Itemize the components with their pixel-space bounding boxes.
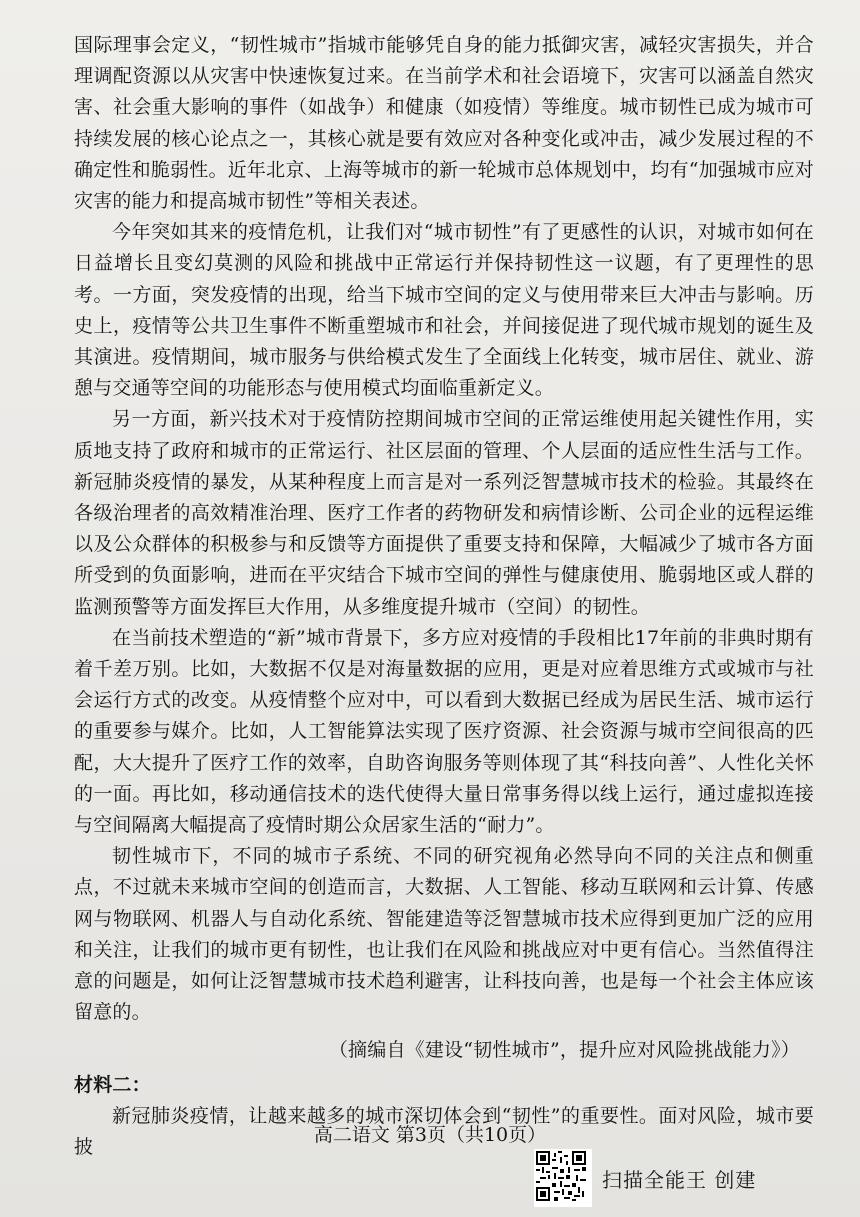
paragraph-4: 在当前技术塑造的“新”城市背景下，多方应对疫情的手段相比17年前的非典时期有着千差万别。比如，大数据不仅是对海量数据的应用，更是对应着思维方式或城市与社会运行方式的改变。从疫情整个应对中，可以看到大数据已经成为居民生活、城市运行的重要参与媒介。比如，人工智能算法实现了医疗资源、社会资源与城市空间很高的匹配，大大提升了医疗工作的效率，自助咨询服务等则体现了其“科技向善”、人性化关怀的一面。再比如，移动通信技术的迭代使得大量日常事务得以线上运行，通过虚拟连接与空间隔离大幅提高了疫情时期公众居家生活的“耐力”。 xyxy=(74,626,814,837)
article-body xyxy=(74,30,814,1163)
scanner-watermark xyxy=(534,1150,756,1206)
paragraph-2: 今年突如其来的疫情危机，让我们对“城市韧性”有了更感性的认识，对城市如何在日益增长且变幻莫测的风险和挑战中正常运行并保持韧性这一议题，有了更理性的思考。一方面，突发疫情的出现，给当下城市空间的定义与使用带来巨大冲击与影响。历史上，疫情等公共卫生事件不断重塑城市和社会，并间接促进了现代城市规划的诞生及其演进。疫情期间，城市服务与供给模式发生了全面线上化转变，城市居住、就业、游憩与交通等空间的功能形态与使用模式均面临重新定义。 xyxy=(74,221,814,400)
paragraph-material-2: 新冠肺炎疫情，让越来越多的城市深切体会到“韧性”的重要性。面对风险，城市要披 xyxy=(74,1104,814,1159)
page-footer: 高二语文 第3页（共10页） xyxy=(313,1124,547,1146)
qr-code-icon xyxy=(534,1149,592,1207)
paragraph-5: 韧性城市下，不同的城市子系统、不同的研究视角必然导向不同的关注点和侧重点，不过就未来城市空间的创造而言，大数据、人工智能、移动互联网和云计算、传感网与物联网、机器人与自动化系统、智能建造等泛智慧城市技术应得到更加广泛的应用和关注，让我们的城市更有韧性，也让我们在风险和挑战应对中更有信心。当然值得注意的问题是，如何让泛智慧城市技术趋利避害，让科技向善，也是每一个社会主体应该留意的。 xyxy=(74,845,814,1024)
material-heading: 材料二： xyxy=(74,1073,151,1096)
watermark-text: 扫描全能王 创建 xyxy=(602,1167,757,1192)
source-citation: （摘编自《建设“韧性城市”，提升应对风险挑战能力》） xyxy=(328,1038,800,1061)
paragraph-1: 国际理事会定义，“韧性城市”指城市能够凭自身的能力抵御灾害，减轻灾害损失，并合理调配资源以从灾害中快速恢复过来。在当前学术和社会语境下，灾害可以涵盖自然灾害、社会重大影响的事件（如战争）和健康（如疫情）等维度。城市韧性已成为城市可持续发展的核心论点之一，其核心就是要有效应对各种变化或冲击，减少发展过程的不确定性和脆弱性。近年北京、上海等城市的新一轮城市总体规划中，均有“加强城市应对灾害的能力和提高城市韧性”等相关表述。 xyxy=(74,34,814,213)
paragraph-3: 另一方面，新兴技术对于疫情防控期间城市空间的正常运维使用起关键性作用，实质地支持了政府和城市的正常运行、社区层面的管理、个人层面的适应性生活与工作。新冠肺炎疫情的暴发，从某种程度上而言是对一系列泛智慧城市技术的检验。其最终在各级治理者的高效精准治理、医疗工作者的药物研发和病情诊断、公司企业的远程运维以及公众群体的积极参与和反馈等方面提供了重要支持和保障，大幅减少了城市各方面所受到的负面影响，进而在平灾结合下城市空间的弹性与健康使用、脆弱地区或人群的监测预警等方面发挥巨大作用，从多维度提升城市（空间）的韧性。 xyxy=(74,408,814,618)
